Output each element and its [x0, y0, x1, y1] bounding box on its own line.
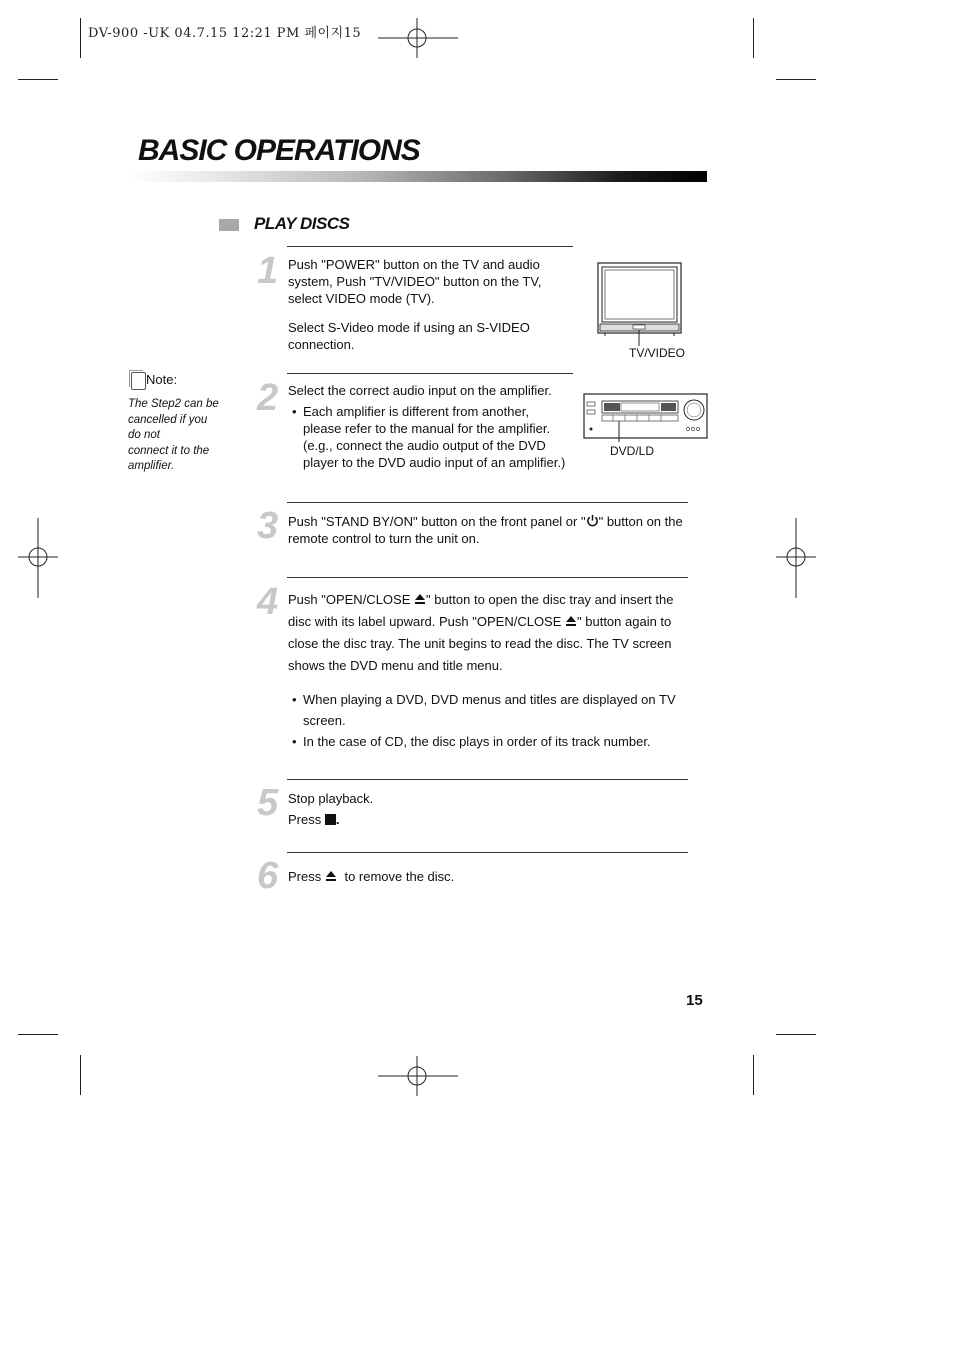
step-text: . — [335, 812, 340, 827]
step-number: 4 — [257, 581, 279, 623]
title-gradient-bar — [128, 171, 707, 182]
crop-mark — [80, 18, 81, 58]
page-title: BASIC OPERATIONS — [138, 134, 420, 167]
tv-illustration — [597, 262, 683, 348]
page-number: 15 — [686, 992, 703, 1009]
crop-mark — [18, 79, 58, 80]
step-1-text — [288, 256, 573, 353]
section-title: PLAY DISCS — [254, 214, 350, 233]
registration-mark-icon — [18, 518, 58, 598]
note-label: Note: — [146, 372, 178, 387]
eject-icon — [565, 615, 577, 627]
step-bullet: • When playing a DVD, DVD menus and titles are displayed on TV screen. — [288, 689, 688, 731]
step-number: 3 — [257, 505, 279, 547]
step-divider — [287, 577, 688, 578]
step-text: " button on the remote control to turn the unit on. — [288, 514, 683, 546]
note-line: amplifier. — [128, 460, 175, 472]
note-line: cancelled if you — [128, 413, 208, 426]
step-text: Press — [288, 869, 325, 884]
step-number: 2 — [257, 377, 279, 419]
crop-mark — [80, 1055, 81, 1095]
power-icon — [586, 514, 599, 527]
registration-mark-icon — [776, 518, 816, 598]
note-line: do not — [128, 429, 160, 441]
crop-mark — [753, 1055, 754, 1095]
crop-mark — [776, 1034, 816, 1035]
step-2-text — [288, 382, 570, 471]
step-6-text — [288, 868, 688, 885]
step-text: " button to open the disc tray and insert the disc with its label upward. Push "OPEN/CLOSE — [288, 592, 674, 629]
step-text: Push "STAND BY/ON" button on the front panel or " — [288, 514, 586, 529]
note-line: connect it to the — [128, 444, 210, 457]
step-paragraph: Select S-Video mode if using an S-VIDEO connection. — [288, 320, 530, 352]
amp-caption: DVD/LD — [610, 444, 655, 458]
step-text: to remove the disc. — [340, 869, 455, 884]
step-paragraph: Select the correct audio input on the amplifier. — [288, 383, 552, 398]
step-divider — [287, 373, 573, 374]
step-bullet: • Each amplifier is different from another, please refer to the manual for the amplifier. (e.g., connect the audio output of the DVD player to the DVD audio input of an amplifier.) — [288, 403, 570, 471]
step-number: 6 — [257, 855, 279, 897]
step-4-text — [288, 589, 688, 752]
amplifier-illustration — [583, 393, 709, 443]
step-3-text — [288, 513, 688, 547]
step-paragraph — [288, 589, 688, 677]
note-line: The Step2 can be — [128, 398, 219, 410]
stop-icon — [325, 814, 336, 825]
step-paragraph: Push "POWER" button on the TV and audio system, Push "TV/VIDEO" button on the TV, select VIDEO mode (TV). — [288, 257, 542, 306]
crop-mark — [18, 1034, 58, 1035]
eject-icon — [325, 870, 337, 882]
crop-mark — [776, 79, 816, 80]
step-divider — [287, 852, 688, 853]
step-paragraph: Stop playback. — [288, 791, 374, 806]
step-text: Push "OPEN/CLOSE — [288, 592, 414, 607]
note-text — [128, 397, 228, 475]
section-marker — [219, 219, 239, 231]
registration-mark-icon — [378, 1056, 458, 1096]
print-header: DV-900 -UK 04.7.15 12:21 PM 페이지15 — [88, 26, 362, 41]
step-number: 1 — [257, 250, 279, 292]
note-icon — [131, 372, 146, 390]
registration-mark-icon — [378, 18, 458, 58]
step-text: " button again to close the disc tray. The unit begins to read the disc. The TV screen shows the DVD menu and title menu. — [288, 614, 672, 673]
step-text: Press — [288, 812, 325, 827]
eject-icon — [414, 593, 426, 605]
step-paragraph — [288, 809, 688, 830]
crop-mark — [753, 18, 754, 58]
step-divider — [287, 779, 688, 780]
step-divider — [287, 246, 573, 247]
step-bullet: • In the case of CD, the disc plays in order of its track number. — [288, 731, 688, 752]
step-number: 5 — [257, 782, 279, 824]
step-5-text — [288, 788, 688, 830]
tv-caption: TV/VIDEO — [629, 346, 686, 360]
step-divider — [287, 502, 688, 503]
